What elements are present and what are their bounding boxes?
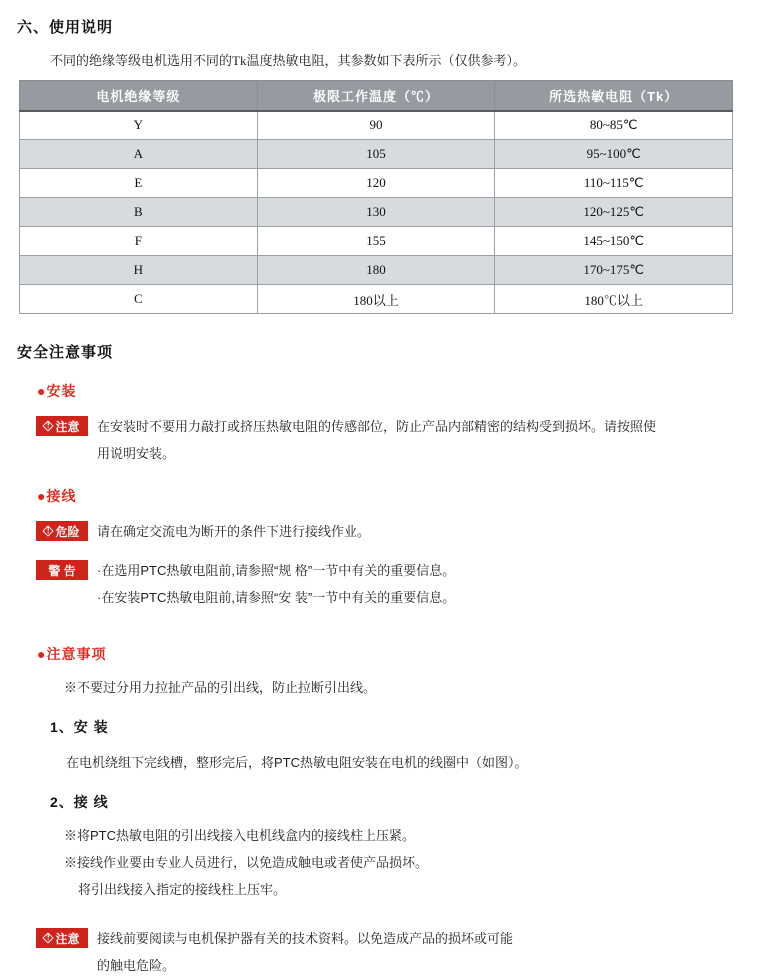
notice-line: 接线前要阅读与电机保护器有关的技术资料。以免造成产品的损坏或可能 bbox=[97, 931, 514, 946]
table-row bbox=[20, 256, 733, 285]
table-cell: C bbox=[20, 285, 258, 314]
caution-badge bbox=[36, 416, 88, 436]
item2-lines bbox=[64, 822, 760, 903]
item2-line: ※接线作业要由专业人员进行，以免造成触电或者使产品损坏。 bbox=[64, 855, 429, 870]
table-row bbox=[20, 111, 733, 140]
alert-diamond-icon: ! bbox=[43, 420, 54, 431]
page-title: 六、使用说明 bbox=[17, 19, 114, 36]
table-cell: B bbox=[20, 198, 258, 227]
warning-badge bbox=[36, 560, 88, 580]
table-row bbox=[20, 227, 733, 256]
notice-line: 请在确定交流电为断开的条件下进行接线作业。 bbox=[97, 524, 371, 539]
item1-title: 1、安 装 bbox=[50, 719, 109, 735]
wiring-heading: ●接线 bbox=[37, 488, 77, 504]
final-notice bbox=[36, 925, 760, 979]
notice-line: ·在安装PTC热敏电阻前,请参照“安 装”一节中有关的重要信息。 bbox=[97, 590, 456, 605]
table-cell: 95~100℃ bbox=[495, 140, 733, 169]
final-notice-text bbox=[97, 925, 513, 979]
table-cell: 130 bbox=[257, 198, 495, 227]
warning-badge-label: 警 告 bbox=[48, 563, 76, 578]
table-row bbox=[20, 140, 733, 169]
table-cell: E bbox=[20, 169, 258, 198]
table-header-row bbox=[20, 81, 733, 111]
table-cell: Y bbox=[20, 111, 258, 140]
safety-section-title: 安全注意事项 bbox=[17, 344, 114, 361]
table-cell: 80~85℃ bbox=[495, 111, 733, 140]
item2-title: 2、接 线 bbox=[50, 794, 109, 810]
table-cell: 170~175℃ bbox=[495, 256, 733, 285]
table-cell: 155 bbox=[257, 227, 495, 256]
manual-page bbox=[0, 16, 760, 979]
table-cell: 145~150℃ bbox=[495, 227, 733, 256]
insulation-grade-table bbox=[19, 80, 733, 314]
table-cell: 110~115℃ bbox=[495, 169, 733, 198]
item2-line: ※将PTC热敏电阻的引出线接入电机线盒内的接线柱上压紧。 bbox=[64, 828, 416, 843]
notes-heading: ●注意事项 bbox=[37, 646, 107, 662]
install-notice-text bbox=[97, 413, 656, 467]
table-cell: A bbox=[20, 140, 258, 169]
caution-badge bbox=[36, 928, 88, 948]
table-row bbox=[20, 198, 733, 227]
warning-notice-text bbox=[97, 557, 455, 611]
notice-line: 用说明安装。 bbox=[97, 446, 176, 461]
danger-notice bbox=[36, 518, 760, 545]
table-cell: 90 bbox=[257, 111, 495, 140]
install-heading: ●安装 bbox=[37, 383, 77, 399]
notice-line: 在安装时不要用力敲打或挤压热敏电阻的传感部位，防止产品内部精密的结构受到损坏。请按照使 bbox=[97, 419, 657, 434]
col-header-limit-temp: 极限工作温度（℃） bbox=[257, 81, 495, 111]
table-cell: 180以上 bbox=[257, 285, 495, 314]
danger-badge-label: 危险 bbox=[55, 524, 80, 539]
table-row bbox=[20, 285, 733, 314]
notice-line: 的触电危险。 bbox=[97, 958, 176, 973]
danger-badge bbox=[36, 521, 88, 541]
intro-text: 不同的绝缘等级电机选用不同的Tk温度热敏电阻，其参数如下表所示（仅供参考）。 bbox=[50, 53, 526, 68]
general-note: ※不要过分用力拉扯产品的引出线，防止拉断引出线。 bbox=[64, 680, 377, 695]
table-cell: H bbox=[20, 256, 258, 285]
table-cell: 120 bbox=[257, 169, 495, 198]
warning-notice bbox=[36, 557, 760, 611]
caution-badge-label: 注意 bbox=[55, 931, 80, 946]
caution-badge-label: 注意 bbox=[55, 419, 80, 434]
notice-line: ·在选用PTC热敏电阻前,请参照“规 格”一节中有关的重要信息。 bbox=[97, 563, 456, 578]
item2-line: 将引出线接入指定的接线柱上压牢。 bbox=[78, 882, 287, 897]
table-cell: 180 bbox=[257, 256, 495, 285]
col-header-thermistor-tk: 所选热敏电阻（Tk） bbox=[495, 81, 733, 111]
alert-diamond-icon: ! bbox=[43, 525, 54, 536]
table-row bbox=[20, 169, 733, 198]
item1-body: 在电机绕组下完线槽，整形完后，将PTC热敏电阻安装在电机的线圈中（如图）。 bbox=[66, 755, 528, 770]
install-notice bbox=[36, 413, 760, 467]
danger-notice-text bbox=[97, 518, 370, 545]
alert-diamond-icon: ! bbox=[43, 932, 54, 943]
table-cell: 180℃以上 bbox=[495, 285, 733, 314]
col-header-insulation-grade: 电机绝缘等级 bbox=[20, 81, 258, 111]
table-cell: 120~125℃ bbox=[495, 198, 733, 227]
table-cell: 105 bbox=[257, 140, 495, 169]
table-cell: F bbox=[20, 227, 258, 256]
